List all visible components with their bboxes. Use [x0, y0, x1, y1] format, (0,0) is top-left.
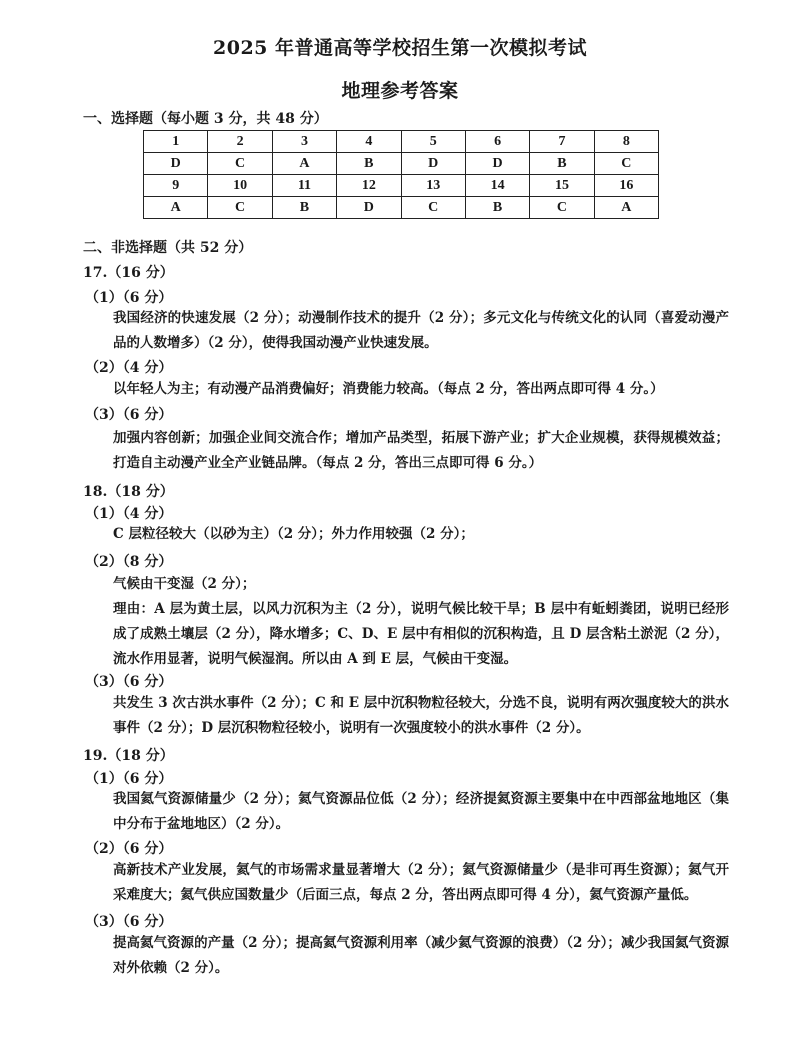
table-cell: 13 — [401, 175, 465, 197]
table-cell: C — [208, 153, 272, 175]
table-row-answers — [144, 197, 659, 219]
table-cell: D — [401, 153, 465, 175]
table-cell: 15 — [530, 175, 594, 197]
table-cell: 6 — [465, 131, 529, 153]
table-cell: 4 — [337, 131, 401, 153]
table-row-answers — [144, 153, 659, 175]
multiple-choice-answer-table — [143, 130, 659, 219]
table-cell: 10 — [208, 175, 272, 197]
table-cell: A — [272, 153, 336, 175]
table-cell: 2 — [208, 131, 272, 153]
table-cell: D — [465, 153, 529, 175]
question-19-label: 19.（18 分） — [83, 748, 174, 764]
q18-part1-text: C 层粒径较大（以砂为主）（2 分）；外力作用较强（2 分）； — [113, 526, 474, 542]
q19-part2-label: （2）（6 分） — [85, 841, 173, 857]
section2-heading: 二、非选择题（共 52 分） — [83, 240, 253, 256]
table-cell: B — [465, 197, 529, 219]
q19-part2-text: 高新技术产业发展，氦气的市场需求量显著增大（2 分）；氦气资源储量少（是非可再生资源）；氦气开采难度大；氦气供应国数量少（后面三点，每点 2 分，答出两点即可得 4 分），氦气资源产量低。 — [113, 862, 729, 903]
table-cell: A — [594, 197, 658, 219]
table-cell: 7 — [530, 131, 594, 153]
q17-part3-text: 加强内容创新；加强企业间交流合作；增加产品类型，拓展下游产业；扩大企业规模，获得规模效益；打造自主动漫产业全产业链品牌。（每点 2 分，答出三点即可得 6 分。） — [113, 430, 729, 471]
section1-heading: 一、选择题（每小题 3 分，共 48 分） — [83, 111, 328, 127]
q19-part3-label: （3）（6 分） — [85, 914, 173, 930]
q19-part1-label: （1）（6 分） — [85, 771, 173, 787]
table-cell: D — [144, 153, 208, 175]
table-cell: 5 — [401, 131, 465, 153]
q17-part2-text: 以年轻人为主；有动漫产品消费偏好；消费能力较高。（每点 2 分，答出两点即可得 4 分。） — [113, 381, 664, 397]
q18-part2-text-b: 理由：A 层为黄土层，以风力沉积为主（2 分），说明气候比较干旱；B 层中有蚯蚓粪团，说明已经形成了成熟土壤层（2 分），降水增多；C、D、E 层中有相似的沉积构造，且 D 层含粘土淤泥（2 分），流水作用显著，说明气候湿润。所以由 A 到 E 层，气候由干变湿。 — [113, 601, 729, 667]
q19-part3-text: 提高氦气资源的产量（2 分）；提高氦气资源利用率（减少氦气资源的浪费）（2 分）；减少我国氦气资源对外依赖（2 分）。 — [113, 935, 729, 976]
q17-part1-label: （1）（6 分） — [85, 290, 173, 306]
page-subtitle: 地理参考答案 — [341, 80, 459, 102]
table-cell: C — [401, 197, 465, 219]
table-cell: 1 — [144, 131, 208, 153]
q18-part2-label: （2）（8 分） — [85, 554, 173, 570]
table-cell: B — [272, 197, 336, 219]
table-cell: B — [337, 153, 401, 175]
table-row-question-numbers — [144, 175, 659, 197]
table-cell: C — [208, 197, 272, 219]
q18-part1-label: （1）（4 分） — [85, 506, 173, 522]
question-18-label: 18.（18 分） — [83, 484, 174, 500]
q18-part3-text: 共发生 3 次古洪水事件（2 分）；C 和 E 层中沉积物粒径较大，分选不良，说明有两次强度较大的洪水事件（2 分）；D 层沉积物粒径较小，说明有一次强度较小的洪水事件（2 分）。 — [113, 695, 729, 736]
table-cell: 16 — [594, 175, 658, 197]
q17-part3-label: （3）（6 分） — [85, 407, 173, 423]
q17-part1-text: 我国经济的快速发展（2 分）；动漫制作技术的提升（2 分）；多元文化与传统文化的认同（喜爱动漫产品的人数增多）（2 分），使得我国动漫产业快速发展。 — [113, 310, 729, 351]
table-cell: C — [530, 197, 594, 219]
q18-part2-text-a: 气候由干变湿（2 分）； — [113, 576, 256, 592]
table-cell: D — [337, 197, 401, 219]
question-17-label: 17.（16 分） — [83, 265, 174, 281]
table-cell: 12 — [337, 175, 401, 197]
table-row-question-numbers — [144, 131, 659, 153]
page-title: 2025 年普通高等学校招生第一次模拟考试 — [213, 37, 587, 59]
q18-part3-label: （3）（6 分） — [85, 674, 173, 690]
table-cell: 9 — [144, 175, 208, 197]
table-cell: A — [144, 197, 208, 219]
table-cell: 14 — [465, 175, 529, 197]
table-cell: C — [594, 153, 658, 175]
table-cell: B — [530, 153, 594, 175]
q17-part2-label: （2）（4 分） — [85, 360, 173, 376]
table-cell: 11 — [272, 175, 336, 197]
q19-part1-text: 我国氦气资源储量少（2 分）；氦气资源品位低（2 分）；经济提氦资源主要集中在中西部盆地地区（集中分布于盆地地区）（2 分）。 — [113, 791, 729, 832]
table-cell: 3 — [272, 131, 336, 153]
table-cell: 8 — [594, 131, 658, 153]
